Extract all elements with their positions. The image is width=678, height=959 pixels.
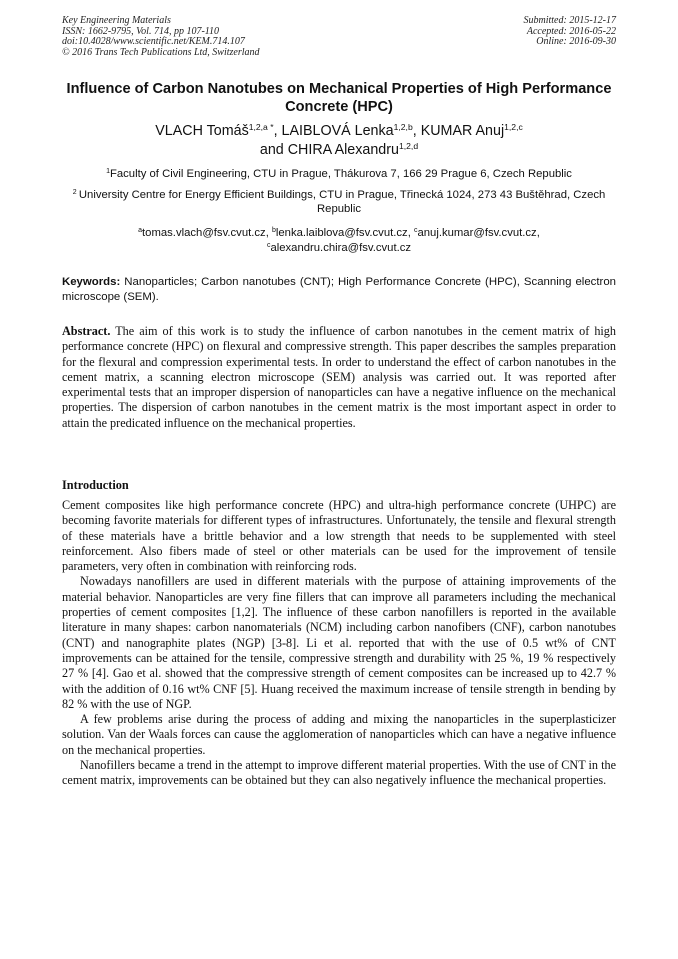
journal-issn: ISSN: 1662-9795, Vol. 714, pp 107-110 xyxy=(62,25,220,37)
email-link[interactable]: alexandru.chira@fsv.cvut.cz xyxy=(270,241,412,254)
abstract xyxy=(62,324,616,431)
affiliation xyxy=(62,167,616,182)
paragraph: Nowadays nanofillers are used in different materials with the purpose of attaining improvements of the material behavior. Nanoparticles are very fine fillers that can improve all parameters including the mechanical properties of cement composites [1,2]. The influence of these carbon nanofillers is reported in the available literature in many shapes: carbon nanomaterials (NCM) including carbon nanofibers (CNF), carbon nanotubes (CNT) and nanographite plates (NGP) [3-8]. Li et al. reported that with the use of 0.5 wt% of CNT improvements can be attained for the tensile, compressive strength and durability with 25 %, 19 % respectively 27 % [4]. Gao et al. showed that the compressive strength of cement composites can be increased up to 42.7 % with the addition of 0.16 wt% CNF [5]. Huang received the maximum increase of tensile strength in bending by 82 % with the use of NGP. xyxy=(62,574,616,711)
paragraph: Cement composites like high performance concrete (HPC) and ultra-high performance concrete (UHPC) are becoming favorite materials for different types of infrastructures. Unfortunately, the tensile and flexural strength of these materials have a brittle behavior and a low strength that needs to be supplemented with steel reinforcement. Also fibers made of steel or other materials can be used for the improvement of tensile parameters, very often in combination with reinforcing rods. xyxy=(62,498,616,574)
author-separator: and xyxy=(259,141,288,158)
email-marker: c xyxy=(266,241,271,249)
email-marker: b xyxy=(271,227,276,234)
affiliation-text: University Centre for Energy Efficient Buildings, CTU in Prague, Třinecká 1024, 273 43 Buštěhrad, Czech Republic xyxy=(78,188,606,216)
paragraph: Nanofillers became a trend in the attempt to improve different material properties. With the use of CNT in the cement matrix, improvements can be obtained but they can also negatively influence the mechanical properties. xyxy=(62,758,616,788)
keywords-text: Nanoparticles; Carbon nanotubes (CNT); High Performance Concrete (HPC), Scanning electron microscope (SEM). xyxy=(62,276,616,303)
email-link[interactable]: anuj.kumar@fsv.cvut.cz xyxy=(417,227,537,239)
author-name: VLACH Tomáš xyxy=(155,123,249,139)
abstract-label: Abstract. xyxy=(62,324,111,338)
affiliations xyxy=(62,167,616,223)
paper-title: Influence of Carbon Nanotubes on Mechanical Properties of High Performance Concrete (HPC) xyxy=(66,81,612,115)
author-name: CHIRA Alexandru xyxy=(287,141,399,158)
author-separator: , xyxy=(412,123,421,139)
author-affiliation-marker: 1,2,d xyxy=(398,140,419,151)
paper-dates xyxy=(524,16,617,48)
affiliation-text: Faculty of Civil Engineering, CTU in Prague, Thákurova 7, 166 29 Prague 6, Czech Republic xyxy=(109,168,572,180)
journal-info xyxy=(62,16,260,58)
introduction-body xyxy=(62,498,616,789)
email-link[interactable]: lenka.laiblova@fsv.cvut.cz xyxy=(275,227,408,239)
journal-name: Key Engineering Materials xyxy=(62,15,171,26)
keywords-label: Keywords: xyxy=(62,276,121,288)
email-separator: , xyxy=(536,227,540,239)
submitted-date: Submitted: 2015-12-17 xyxy=(523,15,616,26)
email-marker: c xyxy=(413,227,418,234)
affiliation-marker: 2 xyxy=(72,188,77,196)
author-affiliation-marker: 1,2,b xyxy=(393,122,413,132)
author-name: LAIBLOVÁ Lenka xyxy=(281,123,394,139)
author-affiliation-marker: 1,2,c xyxy=(504,122,523,132)
journal-copyright: © 2016 Trans Tech Publications Ltd, Switzerland xyxy=(62,46,260,58)
affiliation xyxy=(62,188,616,217)
author-separator: , xyxy=(273,123,282,139)
author-name: KUMAR Anuj xyxy=(420,123,505,139)
accepted-date: Accepted: 2016-05-22 xyxy=(526,25,616,37)
email-separator: , xyxy=(407,227,414,239)
journal-doi[interactable]: doi:10.4028/www.scientific.net/KEM.714.107 xyxy=(62,36,245,48)
author-emails xyxy=(62,226,616,255)
keywords xyxy=(62,275,616,304)
email-marker: a xyxy=(138,227,143,234)
email-separator: , xyxy=(265,227,272,239)
affiliation-marker: 1 xyxy=(106,168,110,175)
section-heading: Introduction xyxy=(62,478,129,492)
email-link[interactable]: tomas.vlach@fsv.cvut.cz xyxy=(142,227,266,239)
author-affiliation-marker: 1,2,a * xyxy=(248,122,274,132)
abstract-text: The aim of this work is to study the influence of carbon nanotubes in the cement matrix of high performance concrete (HPC) on flexural and compressive strength. This paper describes the samples preparation for the flexural and compression experimental tests. In order to understand the effect of carbon nanotubes in the cement matrix, a scanning electron microscope (SEM) analysis was carried out. It was reported after experimental tests that an improper dispersion of nanoparticles can have a negative influence on the mechanical properties. The dispersion of carbon nanotubes in the cement matrix is the most important aspect in order to attain the predicated influence on the mechanical properties. xyxy=(62,324,616,430)
online-date: Online: 2016-09-30 xyxy=(536,36,616,48)
paragraph: A few problems arise during the process of adding and mixing the nanoparticles in the superplasticizer solution. Van der Waals forces can cause the agglomeration of nanoparticles which can have a negative influence on the mechanical properties. xyxy=(62,712,616,757)
author-list xyxy=(62,122,616,159)
